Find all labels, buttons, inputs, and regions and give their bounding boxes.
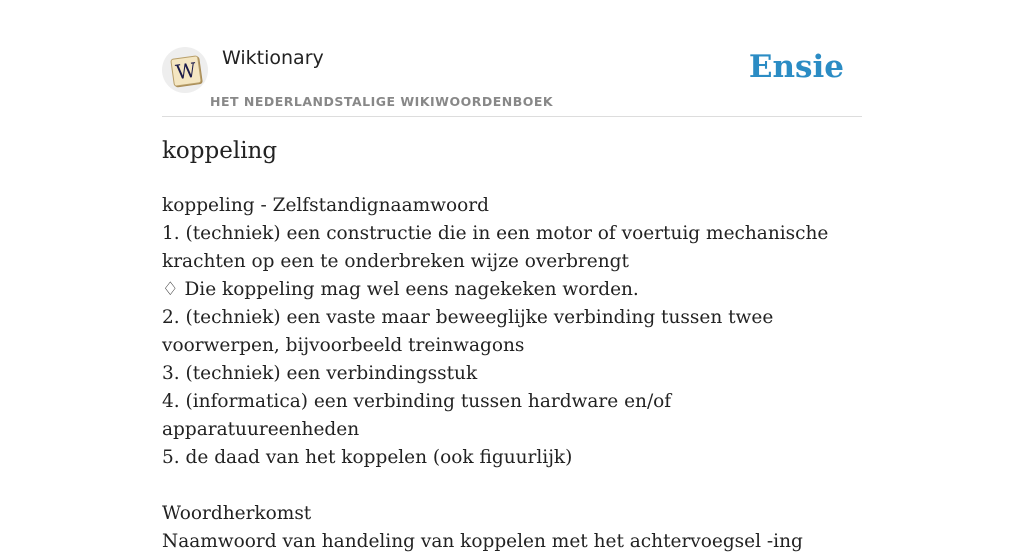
- ensie-brand-link[interactable]: Ensie: [748, 49, 844, 85]
- logo-letter: W: [174, 57, 198, 85]
- logo-tile: [170, 55, 202, 87]
- site-header: [162, 44, 862, 117]
- definition-line: 5. de daad van het koppelen (ook figuurlijk): [162, 447, 573, 468]
- example-line: ♢ Die koppeling mag wel eens nagekeken worden.: [162, 279, 639, 300]
- etymology-text: Naamwoord van handeling van koppelen met het achtervoegsel -ing: [162, 531, 803, 552]
- etymology-heading: Woordherkomst: [162, 503, 312, 524]
- section-spacer: [162, 472, 862, 500]
- entry-content: [162, 192, 862, 556]
- entry-heading: koppeling - Zelfstandignaamwoord: [162, 195, 489, 216]
- site-name[interactable]: Wiktionary: [222, 47, 324, 69]
- wiktionary-logo-icon[interactable]: [162, 47, 208, 93]
- page-title: koppeling: [162, 138, 278, 164]
- definition-line: 4. (informatica) een verbinding tussen hardware en/of apparatuureenheden: [162, 391, 672, 440]
- definition-line: 1. (techniek) een constructie die in een motor of voertuig mechanische krachten op een te onderbreken wijze overbrengt: [162, 223, 829, 272]
- site-tagline: HET NEDERLANDSTALIGE WIKIWOORDENBOEK: [210, 94, 554, 109]
- definition-line: 2. (techniek) een vaste maar beweeglijke verbinding tussen twee voorwerpen, bijvoorbeeld treinwagons: [162, 307, 774, 356]
- definition-line: 3. (techniek) een verbindingsstuk: [162, 363, 478, 384]
